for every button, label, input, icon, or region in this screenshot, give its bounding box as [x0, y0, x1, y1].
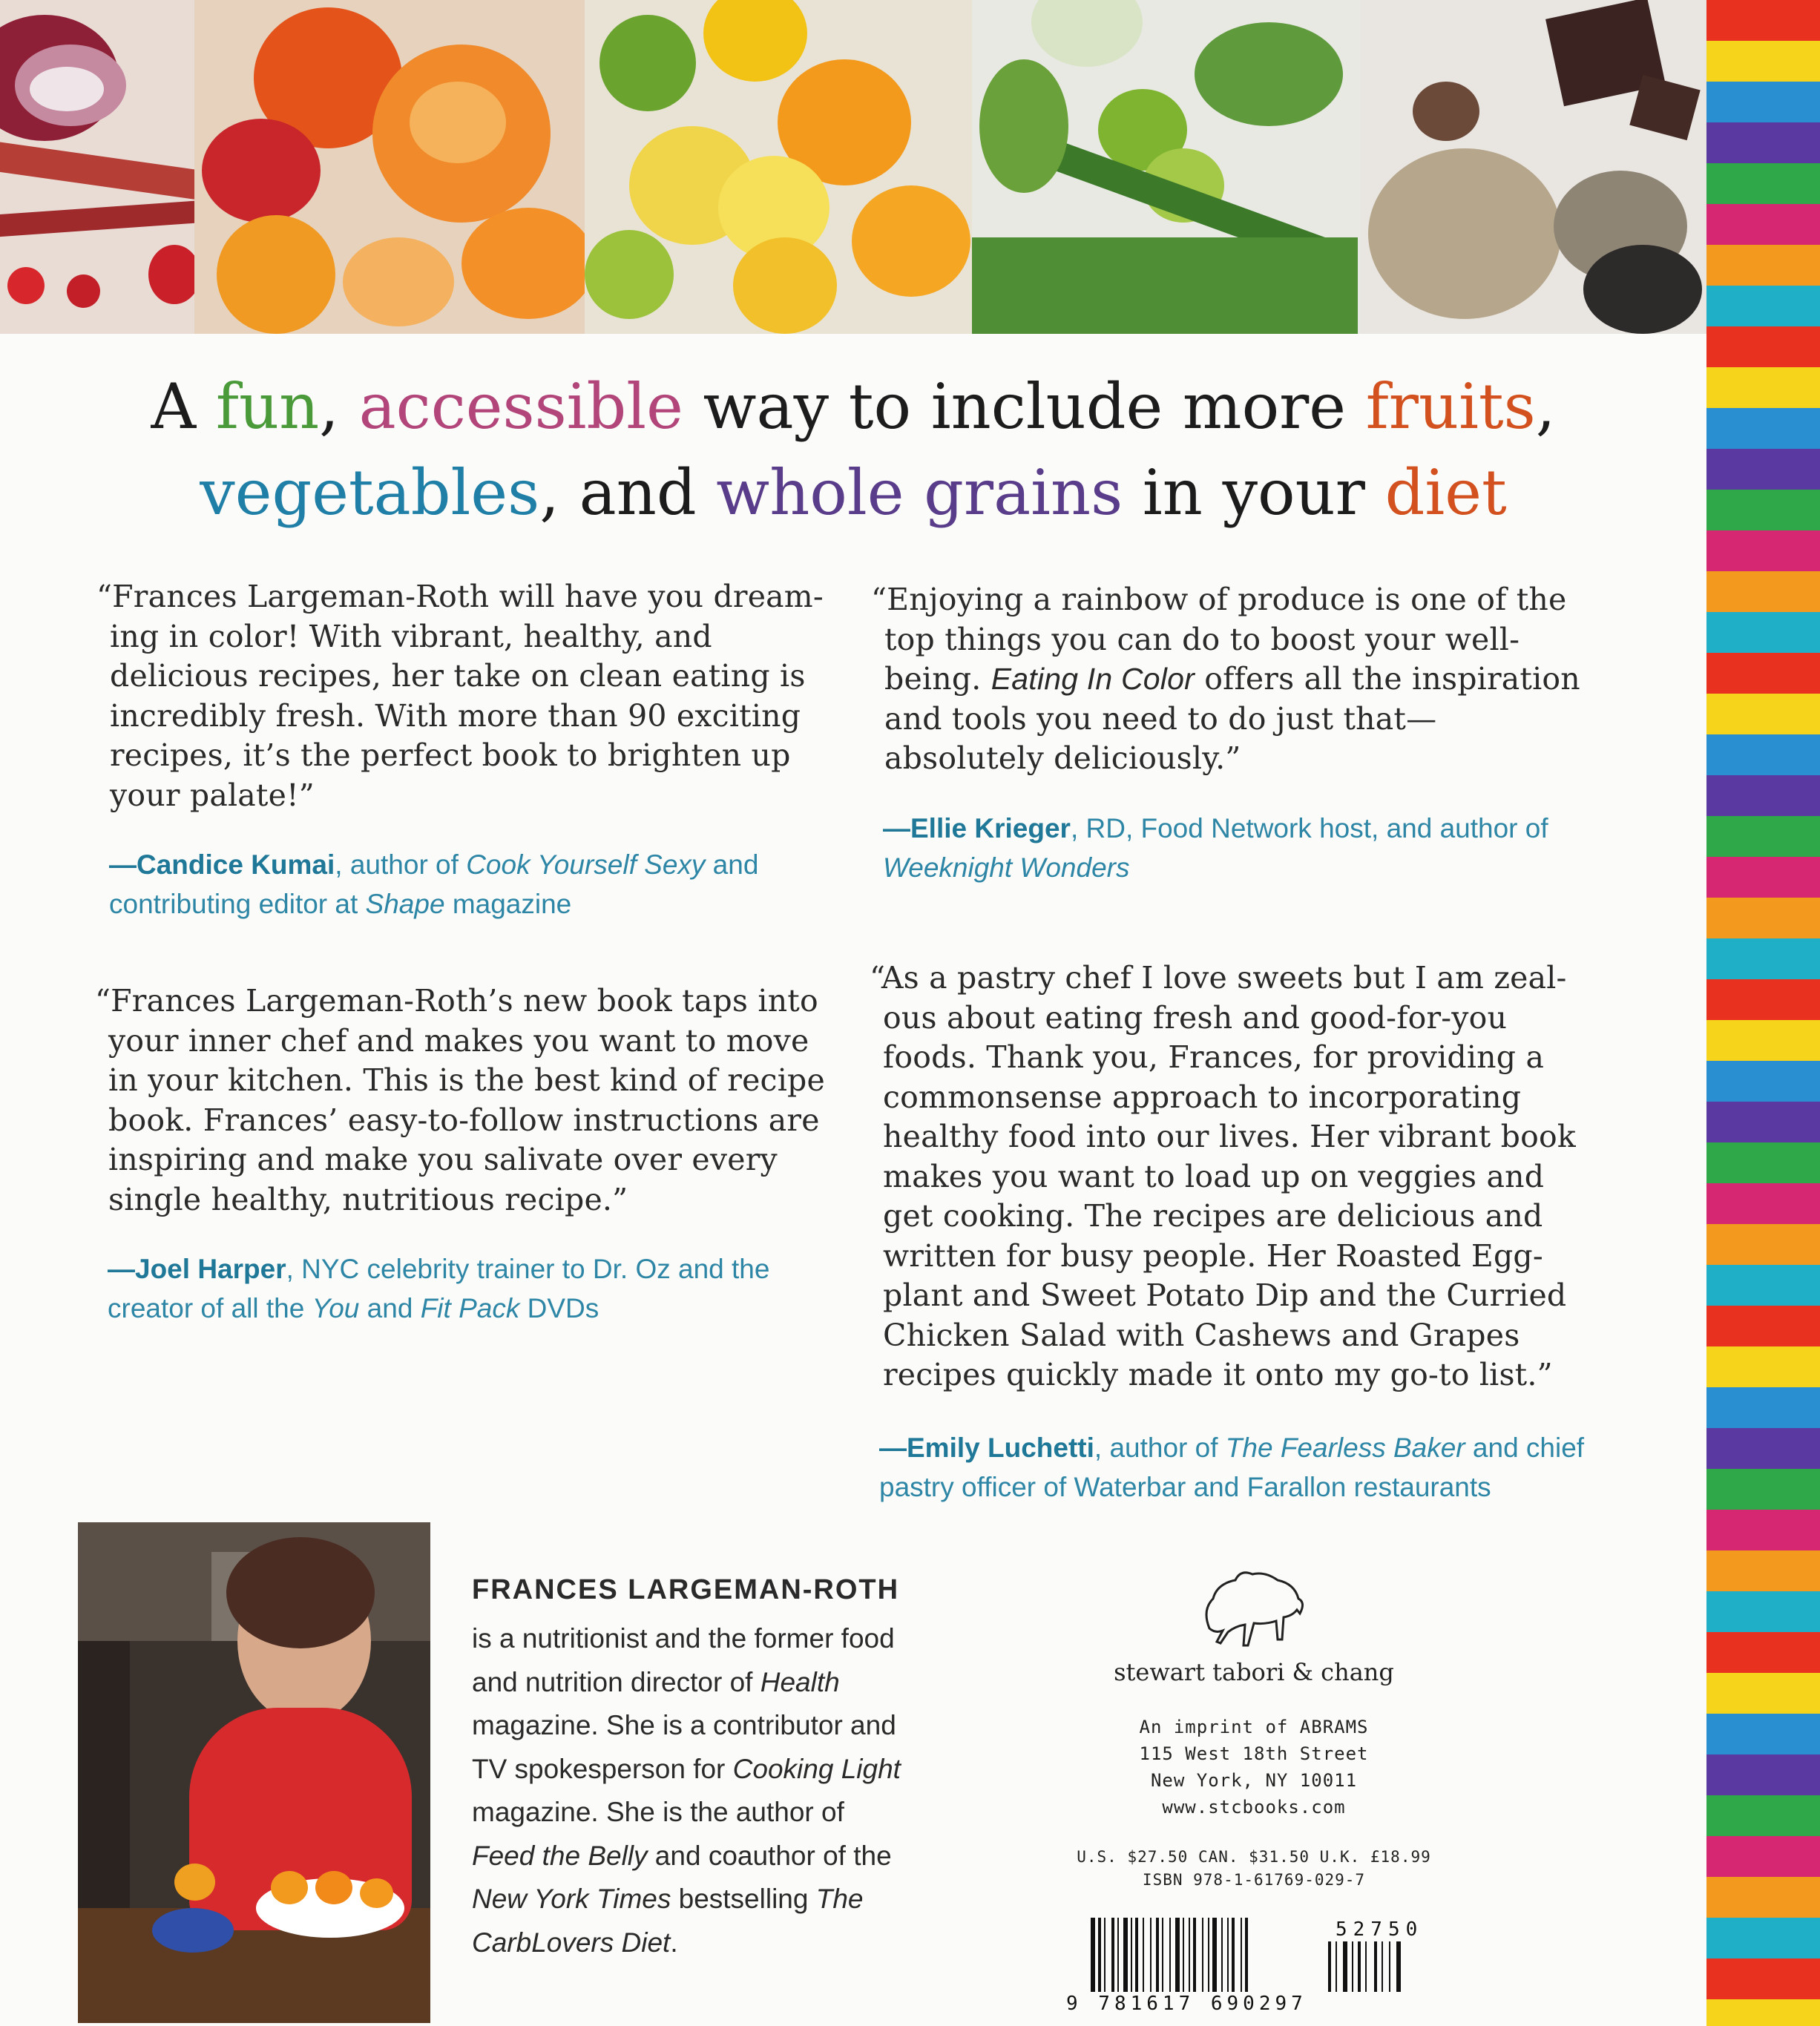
spine-stripe: [1706, 408, 1820, 449]
quote-line: top things you can do to boost your well-: [884, 621, 1520, 657]
headline-word: fun: [215, 370, 320, 443]
quote-line: recipes quickly made it onto my go-to list.”: [883, 1357, 1553, 1392]
attribution-text: creator of all the: [108, 1293, 312, 1323]
bio-text: and nutrition director of: [472, 1666, 760, 1697]
quote-line: “Frances Largeman-Roth’s new book taps into: [95, 983, 818, 1019]
spine-stripe: [1706, 734, 1820, 775]
spine-stripe: [1706, 1999, 1820, 2026]
dvd-title: Fit Pack: [420, 1293, 520, 1323]
bio-text: and coauthor of the: [647, 1840, 892, 1871]
quote-ellie-krieger: [871, 580, 1580, 779]
spine-stripe: [1706, 1387, 1820, 1428]
headline-word: accessible: [358, 370, 683, 443]
quote-line: commonsense approach to incorporating: [883, 1079, 1522, 1115]
quote-line: in your kitchen. This is the best kind of recipe: [108, 1062, 825, 1098]
bio-text: TV spokesperson for: [472, 1753, 733, 1784]
photo-panel-grains-chocolate: [1361, 0, 1706, 334]
quote-line: “Enjoying a rainbow of produce is one of the: [871, 582, 1567, 617]
price-info: [1039, 1846, 1469, 1892]
photo-panel-yellow-produce: [585, 0, 972, 334]
quote-joel-harper: [95, 981, 825, 1220]
quote-line: your inner chef and makes you want to move: [108, 1022, 809, 1059]
quote-line: delicious recipes, her take on clean eating is: [110, 658, 806, 694]
spine-stripe: [1706, 1958, 1820, 1999]
photo-panel-orange-produce: [194, 0, 585, 334]
spine-stripe: [1706, 163, 1820, 204]
book-title: Feed the Belly: [472, 1840, 648, 1871]
headline-word: way to include more: [683, 370, 1366, 443]
attribution-name: —Ellie Krieger: [883, 813, 1071, 843]
spine-stripe: [1706, 1591, 1820, 1632]
spine-stripe: [1706, 41, 1820, 82]
magazine-title: Health: [760, 1666, 840, 1697]
quote-line: makes you want to load up on veggies and: [883, 1158, 1545, 1194]
website: www.stcbooks.com: [1162, 1797, 1346, 1818]
bio-line: magazine. She is the author of: [472, 1797, 844, 1827]
quote-line: foods. Thank you, Frances, for providing a: [883, 1039, 1545, 1075]
spine-stripe: [1706, 1346, 1820, 1387]
attribution-text: , NYC celebrity trainer to Dr. Oz and the: [286, 1254, 770, 1284]
attribution-text: contributing editor at: [109, 889, 366, 919]
quote-text: offers all the inspiration: [1194, 661, 1580, 697]
quote-line: absolutely deliciously.”: [884, 740, 1241, 776]
attribution-text: DVDs: [519, 1293, 599, 1323]
spine-stripe: [1706, 1265, 1820, 1306]
attribution-text: , author of: [1094, 1433, 1226, 1463]
headline-word: diet: [1384, 456, 1507, 529]
spine-stripe: [1706, 530, 1820, 571]
spine-stripe: [1706, 979, 1820, 1020]
book-title: The: [815, 1884, 864, 1914]
headline-word: A: [151, 370, 216, 443]
photo-panel-green-produce: [972, 0, 1361, 334]
quote-line: ing in color! With vibrant, healthy, and: [110, 618, 712, 654]
headline: [0, 364, 1706, 536]
spine-stripe: [1706, 490, 1820, 530]
spine-stripe: [1706, 204, 1820, 245]
publisher-address: [1039, 1714, 1469, 1821]
attribution-text: and: [359, 1293, 421, 1323]
spine-stripe: [1706, 1020, 1820, 1061]
spine-stripe: [1706, 1673, 1820, 1714]
quote-line: ous about eating fresh and good-for-you: [883, 999, 1508, 1036]
attribution-joel-harper: [108, 1249, 769, 1328]
spine-stripe: [1706, 286, 1820, 326]
attribution-text: , author of: [335, 849, 467, 880]
spine-stripe: [1706, 612, 1820, 653]
quote-line: “Frances Largeman-Roth will have you dream-: [96, 579, 824, 614]
headline-line-1: [0, 364, 1706, 450]
attribution-text: , RD, Food Network host, and author of: [1070, 813, 1548, 843]
spine-stripe: [1706, 82, 1820, 122]
book-title: Weeknight Wonders: [883, 852, 1130, 883]
barcode-digits: 9 781617 690297: [1066, 1993, 1307, 2015]
attribution-name: —Joel Harper: [108, 1254, 286, 1284]
spine-stripe: [1706, 245, 1820, 286]
spine-stripe: [1706, 1102, 1820, 1142]
spine-stripe: [1706, 857, 1820, 898]
address-line: An imprint of ABRAMS: [1139, 1717, 1369, 1737]
photo-panel-red-produce: [0, 0, 194, 334]
spine-stripe: [1706, 122, 1820, 163]
author-name: FRANCES LARGEMAN-ROTH: [472, 1574, 900, 1605]
headline-word: vegetables: [200, 456, 540, 529]
headline-word: whole grains: [716, 456, 1123, 529]
quote-line: get cooking. The recipes are delicious and: [883, 1198, 1543, 1234]
spine-stripe: [1706, 1061, 1820, 1102]
address-line: 115 West 18th Street: [1139, 1743, 1369, 1764]
spine-stripe: [1706, 898, 1820, 938]
spine-stripe: [1706, 449, 1820, 490]
price-code-digits: 52750: [1336, 1918, 1424, 1941]
quote-line: incredibly fresh. With more than 90 exciting: [110, 697, 801, 734]
spine-stripe: [1706, 1428, 1820, 1469]
quote-line: your palate!”: [110, 777, 315, 813]
buffalo-logo-icon: [1195, 1558, 1313, 1662]
dvd-title: You: [312, 1293, 360, 1323]
book-title: Cook Yourself Sexy: [466, 849, 706, 880]
newspaper-title: New York Times: [472, 1884, 671, 1914]
quote-emily-luchetti: [870, 958, 1576, 1395]
book-title: The Fearless Baker: [1225, 1433, 1465, 1463]
rainbow-spine: [1706, 0, 1820, 2026]
quote-line: Chicken Salad with Cashews and Grapes: [883, 1317, 1520, 1353]
attribution-text: pastry officer of Waterbar and Farallon restaurants: [879, 1472, 1491, 1502]
spine-stripe: [1706, 367, 1820, 408]
author-bio: [472, 1617, 901, 1964]
attribution-name: —Candice Kumai: [109, 849, 335, 880]
spine-stripe: [1706, 1224, 1820, 1265]
food-photo-strip: [0, 0, 1706, 334]
quote-line: inspiring and make you salivate over every: [108, 1142, 778, 1177]
spine-stripe: [1706, 1795, 1820, 1836]
quote-line: single healthy, nutritious recipe.”: [108, 1181, 628, 1217]
attribution-ellie-krieger: [883, 809, 1548, 887]
quote-line: recipes, it’s the perfect book to brighten up: [110, 737, 791, 773]
attribution-text: and chief: [1465, 1433, 1585, 1463]
spine-stripe: [1706, 653, 1820, 694]
headline-line-2: [0, 450, 1706, 536]
spine-stripe: [1706, 1918, 1820, 1958]
address-line: New York, NY 10011: [1150, 1770, 1358, 1791]
spine-stripe: [1706, 775, 1820, 816]
attribution-text: magazine: [444, 889, 572, 919]
spine-stripe: [1706, 1754, 1820, 1795]
spine-stripe: [1706, 571, 1820, 612]
spine-stripe: [1706, 0, 1820, 41]
book-title: CarbLovers Diet: [472, 1927, 671, 1958]
book-title: Eating In Color: [991, 662, 1195, 696]
isbn-line: ISBN 978-1-61769-029-7: [1142, 1871, 1366, 1889]
quote-line: “As a pastry chef I love sweets but I am zeal-: [870, 960, 1567, 996]
bio-line: is a nutritionist and the former food: [472, 1623, 895, 1654]
quote-line: book. Frances’ easy-to-follow instructions are: [108, 1102, 820, 1138]
headline-word: ,: [319, 370, 359, 443]
spine-stripe: [1706, 694, 1820, 734]
magazine-title: Cooking Light: [732, 1753, 901, 1784]
attribution-text: and: [705, 849, 759, 880]
publisher-name: stewart tabori & chang: [1114, 1658, 1394, 1686]
spine-stripe: [1706, 1183, 1820, 1224]
quote-line: written for busy people. Her Roasted Egg-: [883, 1237, 1543, 1274]
bio-text: .: [670, 1927, 678, 1958]
quote-line: healthy food into our lives. Her vibrant book: [883, 1119, 1576, 1154]
spine-stripe: [1706, 1836, 1820, 1877]
spine-stripe: [1706, 1550, 1820, 1591]
price-line: U.S. $27.50 CAN. $31.50 U.K. £18.99: [1077, 1848, 1431, 1866]
quote-line: plant and Sweet Potato Dip and the Curried: [883, 1277, 1567, 1313]
quote-line: and tools you need to do just that—: [884, 700, 1437, 737]
spine-stripe: [1706, 1877, 1820, 1918]
bio-line: magazine. She is a contributor and: [472, 1710, 896, 1740]
spine-stripe: [1706, 326, 1820, 367]
spine-stripe: [1706, 1306, 1820, 1346]
attribution-candice-kumai: [109, 845, 758, 924]
quote-candice-kumai: [96, 577, 824, 815]
bio-text: bestselling: [671, 1884, 816, 1914]
headline-word: ,: [1535, 370, 1556, 443]
headline-word: fruits: [1365, 370, 1536, 443]
author-photo: [78, 1522, 430, 2023]
spine-stripe: [1706, 1469, 1820, 1510]
spine-stripe: [1706, 1632, 1820, 1673]
headline-word: , and: [539, 456, 717, 529]
spine-stripe: [1706, 938, 1820, 979]
attribution-emily-luchetti: [879, 1428, 1584, 1507]
spine-stripe: [1706, 1510, 1820, 1550]
spine-stripe: [1706, 1142, 1820, 1183]
spine-stripe: [1706, 816, 1820, 857]
attribution-name: —Emily Luchetti: [879, 1433, 1094, 1463]
magazine-title: Shape: [365, 889, 445, 919]
headline-word: in your: [1123, 456, 1385, 529]
spine-stripe: [1706, 1714, 1820, 1754]
quote-text: being.: [884, 661, 991, 697]
